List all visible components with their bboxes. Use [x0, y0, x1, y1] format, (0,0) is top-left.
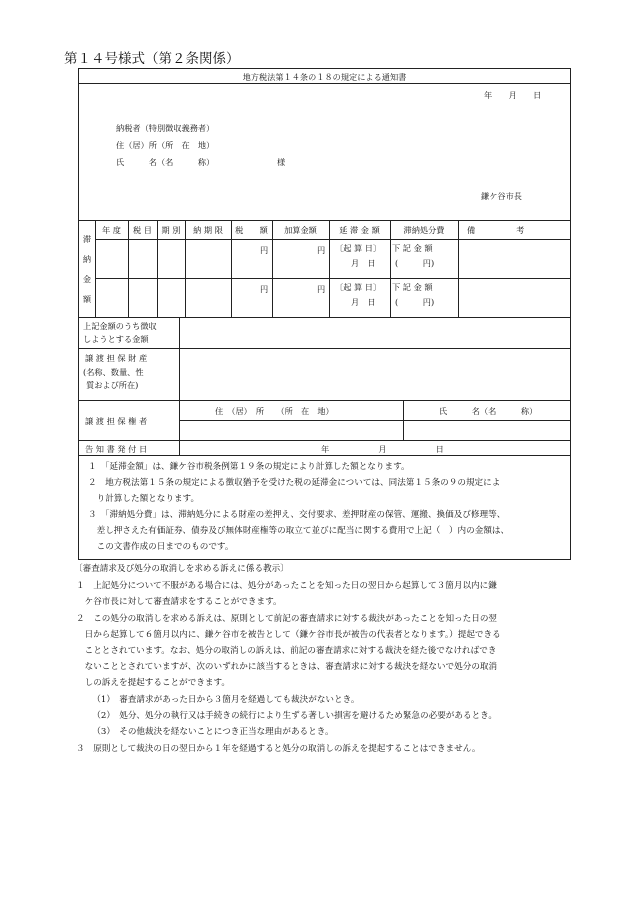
appeal-line-8: （1） 審査請求があった日から３箇月を経過しても裁決がないとき。	[88, 695, 360, 705]
issue-date-value: 年 月 日	[321, 444, 444, 454]
row1-calc-date: 〔起 算 日〕	[335, 243, 382, 253]
header-due-date: 納 期 限	[193, 225, 223, 235]
row2-yen-paren: ( 円)	[395, 297, 435, 307]
row2-add-yen: 円	[317, 284, 326, 294]
header-remarks: 備 考	[467, 225, 525, 235]
row1-yen-paren: ( 円)	[395, 258, 435, 268]
row2-lower-amount: 下 記 金 額	[392, 282, 433, 292]
date-line: 年 月 日	[484, 90, 542, 100]
side-label-3: 金	[82, 274, 92, 284]
appeal-section	[64, 563, 584, 763]
row1-add-yen: 円	[317, 245, 326, 255]
appeal-line-4: 日から起算して６箇月以内に、鎌ケ谷市を被告として（鎌ケ谷市長が被告の代表者となります。）提起できる	[76, 630, 501, 640]
header-additional-amount: 加算金額	[284, 225, 317, 235]
address-label: 住（居）所（所 在 地）	[116, 140, 215, 150]
appeal-line-7: しの訴えを提起することができます。	[76, 678, 231, 688]
row2-tax-yen: 円	[260, 284, 269, 294]
header-period: 期 別	[161, 225, 181, 235]
row1-tax-yen: 円	[260, 245, 269, 255]
form-title: 地方税法第１４条の１８の規定による通知書	[242, 72, 407, 82]
footnote-1: １ 「延滞金額」は、鎌ケ谷市税条例第１９条の規定により計算した額となります。	[88, 462, 410, 472]
divider	[79, 83, 570, 84]
taxpayer-label: 納税者（特別徴収義務者）	[116, 123, 215, 133]
row1-month-day: 月 日	[351, 258, 376, 268]
property-sub-1-text: 名称、数量、性	[86, 367, 144, 377]
issuer-name: 鎌ケ谷市長	[481, 191, 522, 201]
footnote-3c: この文書作成の日までのものです。	[88, 542, 234, 552]
holder-name: 氏 名（名 称）	[439, 406, 538, 416]
name-label: 氏 名（名 称）	[116, 157, 215, 167]
appeal-line-6: ないこととされていますが、次のいずれかに該当するときは、審査請求に対する裁決を経ないで処分の取消	[76, 662, 498, 672]
footnote-2a: ２ 地方税法第１５条の規定による徴収猶予を受けた税の延滞金については、同法第１５条の９の規定によ	[88, 478, 501, 488]
holder-address: 住 （居） 所 （所 在 地）	[215, 406, 334, 416]
honorific: 様	[277, 157, 286, 167]
row2-calc-date: 〔起 算 日〕	[335, 282, 382, 292]
appeal-line-11: ３ 原則として裁決の日の翌日から１年を経過すると処分の取消しの訴えを提起することはできません。	[76, 744, 481, 754]
appeal-line-10: （3） その他裁決を経ないことにつき正当な理由があるとき。	[88, 727, 334, 737]
header-year: 年 度	[102, 225, 121, 235]
property-sub-2: 質および所在)	[86, 380, 139, 390]
notice-form-table	[78, 68, 571, 456]
property-sub-2-text: 質および所在	[86, 380, 136, 390]
appeal-line-2: ケ谷市長に対して審査請求をすることができます。	[76, 597, 282, 607]
collect-label-line1: 上記金額のうち徴収	[83, 321, 157, 331]
appeal-line-5: こととされています。なお、処分の取消しの訴えは、前記の審査請求に対する裁決を経た後でなければでき	[76, 646, 497, 656]
collect-label-line2: しようとする金額	[83, 334, 149, 344]
header-tax-amount: 税 額	[235, 225, 268, 235]
footnotes-box	[78, 455, 571, 560]
footnote-3a: ３ 「滞納処分費」は、滞納処分による財産の差押え、交付要求、差押財産の保管、運搬、換価及び修理等、	[88, 510, 506, 520]
row2-calc-date-text: 起 算 日	[343, 282, 373, 292]
row2-month-day: 月 日	[351, 297, 376, 307]
holder-label: 譲 渡 担 保 権 者	[85, 416, 148, 426]
footnote-2b: り計算した額となります。	[88, 494, 200, 504]
appeal-line-1: １ 上記処分について不服がある場合には、処分があったことを知った日の翌日から起算して３箇月以内に鎌	[76, 581, 497, 591]
side-label-1: 滞	[82, 234, 92, 244]
appeal-line-9: （2） 処分、処分の執行又は手続きの続行により生ずる著しい損害を避けるため緊急の必要があるとき。	[88, 711, 498, 721]
footnote-3b: 差し押さえた有価証券、債券及び無体財産権等の取立て並びに配当に関する費用で上記（ ）内の金額は、	[88, 526, 510, 536]
side-label-2: 納	[82, 254, 92, 264]
row1-calc-date-text: 起 算 日	[343, 243, 373, 253]
appeal-heading: 〔審査請求及び処分の取消しを求める訴えに係る教示〕	[74, 564, 289, 574]
header-late-fee: 延 滞 金 額	[339, 225, 380, 235]
side-label-4: 額	[82, 294, 92, 304]
appeal-line-3: ２ この処分の取消しを求める訴えは、原則として前記の審査請求に対する裁決があったことを知った日の翌	[76, 614, 498, 624]
form-number: 第１４号様式（第２条関係）	[64, 51, 240, 67]
property-sub-1: (名称、数量、性	[83, 367, 144, 377]
header-tax-item: 税 目	[133, 225, 152, 235]
issue-date-label: 告 知 書 発 付 日	[85, 444, 148, 454]
row1-lower-amount: 下 記 金 額	[392, 243, 433, 253]
header-disposition-cost: 滞納処分費	[403, 225, 445, 235]
property-label: 譲 渡 担 保 財 産	[85, 353, 148, 363]
